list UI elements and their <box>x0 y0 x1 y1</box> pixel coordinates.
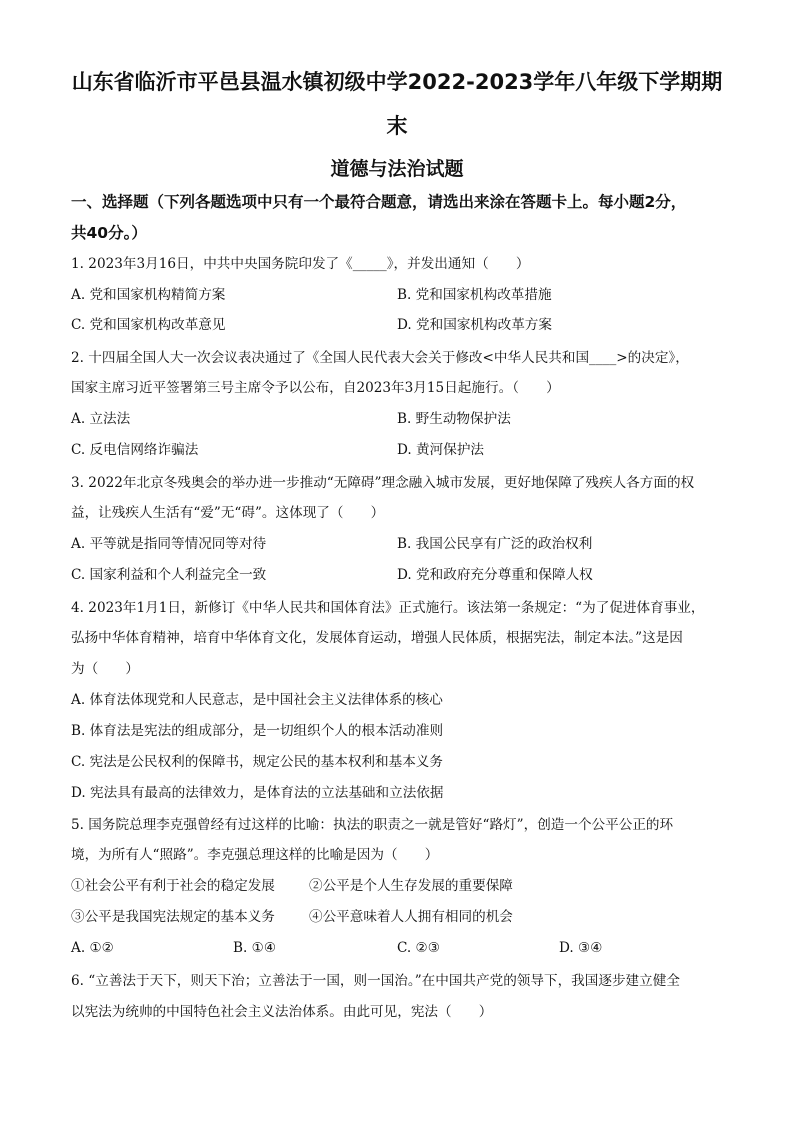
question-2-stem-line2: 国家主席习近平签署第三号主席令予以公布，自2023年3月15日起施行。（ ） <box>71 380 560 396</box>
question-5-statement-3: ③公平是我国宪法规定的基本义务 <box>71 909 275 925</box>
question-3-option-d: D. 党和政府充分尊重和保障人权 <box>397 567 593 583</box>
question-4-stem-line1: 4. 2023年1月1日，新修订《中华人民共和国体育法》正式施行。该法第一条规定：“为了促进体育事业， <box>71 600 705 616</box>
question-1-option-d: D. 党和国家机构改革方案 <box>397 317 552 333</box>
question-5-statement-1: ①社会公平有利于社会的稳定发展 <box>71 878 275 894</box>
question-3-option-a: A. 平等就是指同等情况同等对待 <box>71 536 267 552</box>
question-5-option-b: B. ①④ <box>233 940 277 956</box>
section-heading-line1: 一、选择题（下列各题选项中只有一个最符合题意，请选出来涂在答题卡上。每小题2分， <box>71 193 687 211</box>
exam-title-line1: 山东省临沂市平邑县温水镇初级中学2022-2023学年八年级下学期期 <box>71 70 723 94</box>
question-4-stem-line3: 为（ ） <box>71 661 139 677</box>
question-3-option-b: B. 我国公民享有广泛的政治权利 <box>397 536 593 552</box>
question-5-statement-2: ②公平是个人生存发展的重要保障 <box>309 878 513 894</box>
question-2-option-c: C. 反电信网络诈骗法 <box>71 442 199 458</box>
question-5-option-d: D. ③④ <box>559 940 603 956</box>
question-3-stem-line2: 益，让残疾人生活有“爱”无“碍”。这体现了（ ） <box>71 505 385 521</box>
question-5-stem-line2: 境，为所有人“照路”。李克强总理这样的比喻是因为（ ） <box>71 847 439 863</box>
question-3-stem-line1: 3. 2022年北京冬残奥会的举办进一步推动“无障碍”理念融入城市发展，更好地保障了残疾人各方面的权 <box>71 475 695 491</box>
question-1-option-a: A. 党和国家机构精简方案 <box>71 287 226 303</box>
question-2-option-a: A. 立法法 <box>71 411 131 427</box>
question-4-stem-line2: 弘扬中华体育精神，培育中华体育文化，发展体育运动，增强人民体质，根据宪法，制定本法。”这是因 <box>71 630 683 646</box>
question-5-option-a: A. ①② <box>71 940 114 956</box>
question-5-stem-line1: 5. 国务院总理李克强曾经有过这样的比喻：执法的职责之一就是管好“路灯”，创造一个公平公正的环 <box>71 817 674 833</box>
question-6-stem-line2: 以宪法为统帅的中国特色社会主义法治体系。由此可见，宪法（ ） <box>71 1004 493 1020</box>
question-1-option-b: B. 党和国家机构改革措施 <box>397 287 552 303</box>
section-heading-line2: 共40分。） <box>71 224 147 242</box>
question-2-stem-line1: 2. 十四届全国人大一次会议表决通过了《全国人民代表大会关于修改<中华人民共和国____>的决定》， <box>71 350 689 366</box>
question-6-stem-line1: 6. “立善法于天下，则天下治；立善法于一国，则一国治。”在中国共产党的领导下，我国逐步建立健全 <box>71 973 680 989</box>
exam-title-line2: 末 <box>386 114 408 138</box>
question-2-option-d: D. 黄河保护法 <box>397 442 485 458</box>
question-2-option-b: B. 野生动物保护法 <box>397 411 511 427</box>
question-1-stem: 1. 2023年3月16日，中共中央国务院印发了《_____》，并发出通知（ ） <box>71 256 530 272</box>
question-5-option-c: C. ②③ <box>397 940 440 956</box>
question-4-option-c: C. 宪法是公民权利的保障书，规定公民的基本权利和基本义务 <box>71 754 443 770</box>
question-1-option-c: C. 党和国家机构改革意见 <box>71 317 226 333</box>
question-5-statement-4: ④公平意味着人人拥有相同的机会 <box>309 909 513 925</box>
question-4-option-d: D. 宪法具有最高的法律效力，是体育法的立法基础和立法依据 <box>71 785 444 801</box>
question-3-option-c: C. 国家利益和个人利益完全一致 <box>71 567 267 583</box>
exam-subtitle: 道德与法治试题 <box>330 158 464 180</box>
question-4-option-a: A. 体育法体现党和人民意志，是中国社会主义法律体系的核心 <box>71 692 443 708</box>
question-4-option-b: B. 体育法是宪法的组成部分，是一切组织个人的根本活动准则 <box>71 723 444 739</box>
